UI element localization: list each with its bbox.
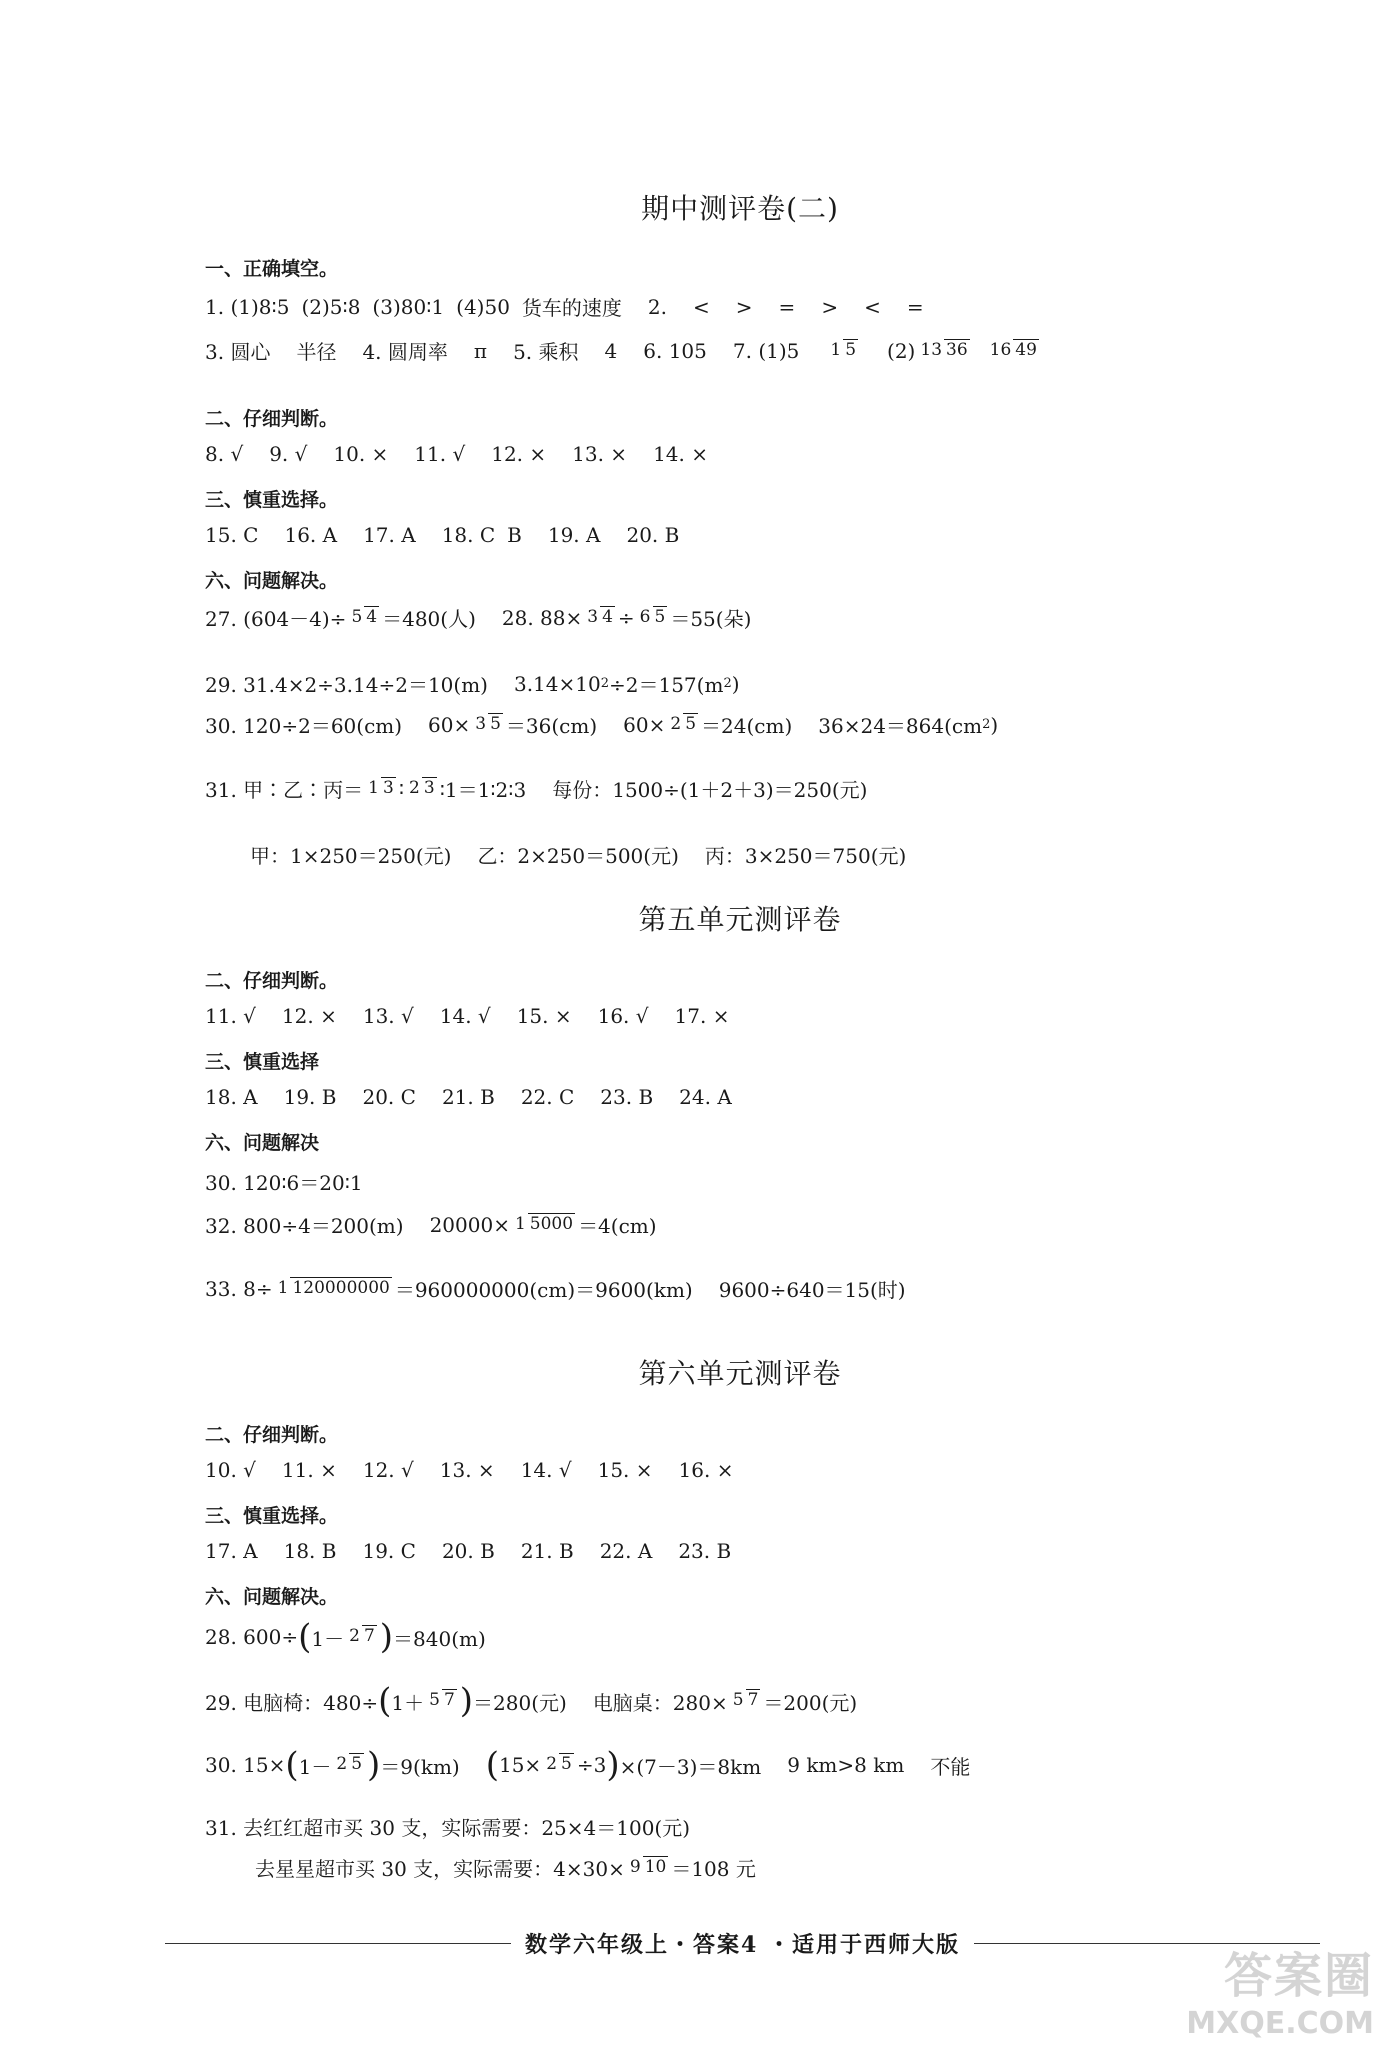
- section-title-unit6: 第六单元测评卷: [638, 1357, 842, 1390]
- fraction: 1 5000: [514, 1213, 574, 1234]
- fraction: 16 49: [989, 339, 1037, 360]
- fraction: 2 5: [336, 1754, 363, 1775]
- answer-u6-q29: 29. 电脑椅：480÷ ( 1＋ 5 7 ) ＝280(元) 电脑桌：280× 5 7 ＝200(元): [205, 1681, 858, 1721]
- answer-u6-q30: 30. 15× ( 1－ 2 5 ) ＝9(km) ( 15× 2 5 ÷3 ) ×(7－3)＝8km 9 km>8 km 不能: [205, 1745, 971, 1785]
- answer-line-1: 1. (1)8∶5 (2)5∶8 (3)80∶1 (4)50 货车的速度 2. < > = > < =: [205, 294, 924, 320]
- answer-line-3: 8. √ 9. √ 10. × 11. √ 12. × 13. × 14. ×: [205, 442, 708, 466]
- fraction: 2 5: [670, 713, 697, 734]
- heading-problems: 六、问题解决。: [205, 570, 339, 592]
- fraction: 5 7: [429, 1690, 455, 1711]
- heading-judge: 二、仔细判断。: [205, 408, 339, 430]
- section-title-midterm: 期中测评卷(二): [641, 192, 839, 225]
- answer-line-u5-judge: 11. √ 12. × 13. √ 14. √ 15. × 16. √ 17. ×: [205, 1004, 730, 1028]
- fraction: 5 4: [351, 606, 378, 627]
- fraction: 2 5: [546, 1754, 572, 1775]
- answer-line-u5-choose: 18. A 19. B 20. C 21. B 22. C 23. B 24. A: [205, 1085, 732, 1109]
- answer-line-u6-judge: 10. √ 11. × 12. √ 13. × 14. √ 15. × 16. ×: [205, 1458, 734, 1482]
- answer-q27-28: 27. (604－4)÷ 5 4 ＝480(人) 28. 88× 3 4 ÷ 6 5 ＝55(朵): [205, 605, 752, 631]
- heading-choose: 三、慎重选择: [205, 1051, 320, 1073]
- answer-q31: 31. 甲∶乙∶丙＝ 1 3 ∶ 2 3 ∶1＝1∶2∶3 每份：1500÷(1＋2＋3)＝250(元): [205, 776, 868, 802]
- heading-judge: 二、仔细判断。: [205, 1424, 339, 1446]
- fraction: 13 36: [920, 339, 968, 360]
- watermark-logo: 答案圈 MXQE.COM: [1186, 1948, 1374, 2041]
- answer-line-2: 3. 圆心 半径 4. 圆周率 π 5. 乘积 4 6. 105 7. (1)5 1 5 (2) 13 36 16 49: [205, 338, 1037, 364]
- answer-line-4: 15. C 16. A 17. A 18. C B 19. A 20. B: [205, 523, 680, 547]
- answer-u5-q33: 33. 8÷ 1 120000000 ＝960000000(cm)＝9600(km) 9600÷640＝15(时): [205, 1276, 906, 1302]
- fraction: 3 4: [587, 606, 613, 627]
- page-footer: [165, 1928, 1320, 1958]
- fraction: 3 5: [475, 713, 501, 734]
- section-title-unit5: 第五单元测评卷: [638, 903, 842, 936]
- answer-u5-q32: 32. 800÷4＝200(m) 20000× 1 5000 ＝4(cm): [205, 1212, 657, 1238]
- fraction: 1 3: [368, 777, 394, 798]
- fraction: 1 5: [830, 339, 857, 360]
- fraction: 2 3: [409, 777, 435, 798]
- fraction: 5 7: [732, 1690, 759, 1711]
- heading-judge: 二、仔细判断。: [205, 970, 339, 992]
- fraction: 1 120000000: [277, 1277, 390, 1298]
- heading-choose: 三、慎重选择。: [205, 1505, 339, 1527]
- heading-problems: 六、问题解决: [205, 1132, 320, 1154]
- answer-u5-q30: 30. 120∶6＝20∶1: [205, 1171, 363, 1195]
- fraction: 9 10: [629, 1856, 667, 1877]
- answer-u6-q31b: 去星星超市买 30 支，实际需要：4×30× 9 10 ＝108 元: [255, 1856, 756, 1881]
- heading-fill-blank: 一、正确填空。: [205, 258, 339, 280]
- answer-q29: 29. 31.4×2÷3.14÷2＝10(m) 3.14×10 2 ÷2＝157(m 2 ): [205, 671, 740, 697]
- footer-rule-left: [165, 1943, 511, 1944]
- footer-text: 数学六年级上・答案4 ・适用于西师大版: [525, 1931, 960, 1958]
- answer-u6-q31a: 31. 去红红超市买 30 支，实际需要：25×4＝100(元): [205, 1816, 691, 1840]
- answer-u6-q28: 28. 600÷ ( 1－ 2 7 ) ＝840(m): [205, 1617, 486, 1657]
- answer-q30: 30. 120÷2＝60(cm) 60× 3 5 ＝36(cm) 60× 2 5 ＝24(cm) 36×24＝864(cm 2 ): [205, 712, 999, 738]
- fraction: 2 7: [349, 1626, 375, 1647]
- fraction: 6 5: [639, 606, 666, 627]
- heading-problems: 六、问题解决。: [205, 1586, 339, 1608]
- answer-q31-detail: 甲：1×250＝250(元) 乙：2×250＝500(元) 丙：3×250＝750(元): [250, 844, 907, 868]
- answer-line-u6-choose: 17. A 18. B 19. C 20. B 21. B 22. A 23. B: [205, 1539, 732, 1563]
- heading-choose: 三、慎重选择。: [205, 489, 339, 511]
